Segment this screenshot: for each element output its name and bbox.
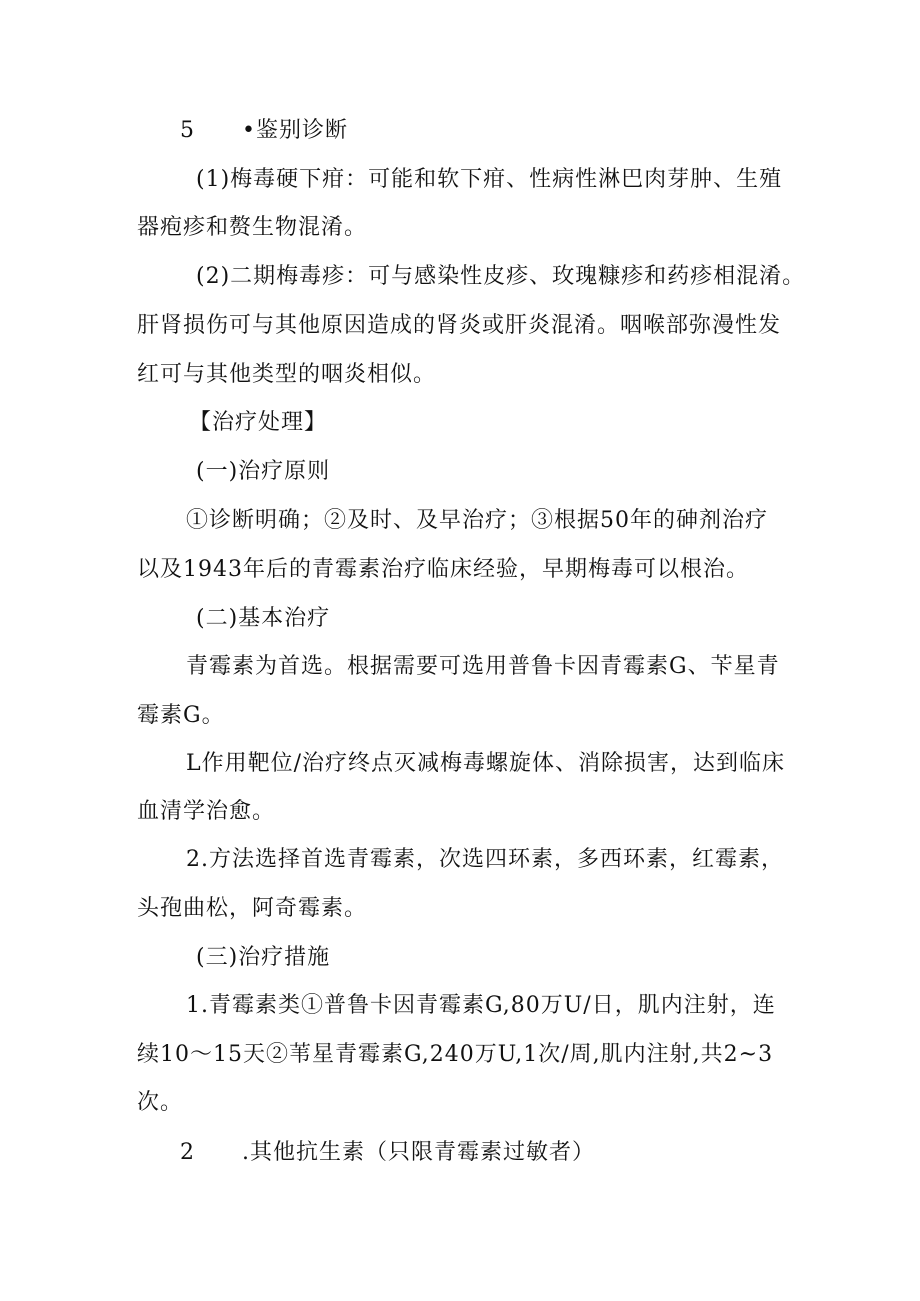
diagnosis-item2-line3: 红可与其他类型的咽炎相似。 <box>137 362 437 387</box>
basic-heading: (二)基本治疗 <box>196 606 331 631</box>
method-line1: 2.方法选择首选青霉素，次选四环素，多西环素，红霉素， <box>186 847 784 872</box>
treatment-heading: 【治疗处理】 <box>189 410 328 435</box>
measure1-line1: 1.青霉素类①普鲁卡因青霉素G,80万U/日，肌内注射，连 <box>186 993 776 1018</box>
principle-line2: 以及1943年后的青霉素治疗临床经验，早期梅毒可以根治。 <box>137 557 749 582</box>
measure2-line <box>180 1138 595 1168</box>
diagnosis-item1-line2: 器疱疹和赘生物混淆。 <box>137 215 368 240</box>
target-line1: L作用靶位/治疗终点灭减梅毒螺旋体、消除损害，达到临床 <box>186 751 786 776</box>
measure1-line2: 续10～15天②苇星青霉素G,240万U,1次/周,肌内注射,共2~3 <box>137 1042 774 1067</box>
basic-line1: 青霉素为首选。根据需要可选用普鲁卡因青霉素G、苄星青 <box>186 654 780 679</box>
diagnosis-item2-line1: (2)二期梅毒疹：可与感染性皮疹、玫瑰糠疹和药疹相混淆。 <box>196 264 806 289</box>
measures-heading: (三)治疗措施 <box>196 945 331 970</box>
basic-line2: 霉素G。 <box>137 703 225 728</box>
measure2-text: .其他抗生素（只限青霉素过敏者） <box>242 1140 595 1165</box>
method-line2: 头孢曲松，阿奇霉素。 <box>137 896 368 921</box>
principle-line1: ①诊断明确；②及时、及早治疗；③根据50年的砷剂治疗 <box>186 508 768 533</box>
measure1-line3: 次。 <box>137 1090 184 1115</box>
section-number: 5 <box>180 118 195 143</box>
target-line2: 血清学治愈。 <box>137 799 276 824</box>
measure2-number: 2 <box>180 1140 195 1165</box>
diagnosis-item2-line2: 肝肾损伤可与其他原因造成的肾炎或肝炎混淆。咽喉部弥漫性发 <box>137 313 782 338</box>
section-heading <box>180 116 348 146</box>
section-title: •鉴别诊断 <box>242 118 348 143</box>
principle-heading: (一)治疗原则 <box>196 459 331 484</box>
diagnosis-item1-line1: (1)梅毒硬下疳：可能和软下疳、性病性淋巴肉芽肿、生殖 <box>196 167 783 192</box>
